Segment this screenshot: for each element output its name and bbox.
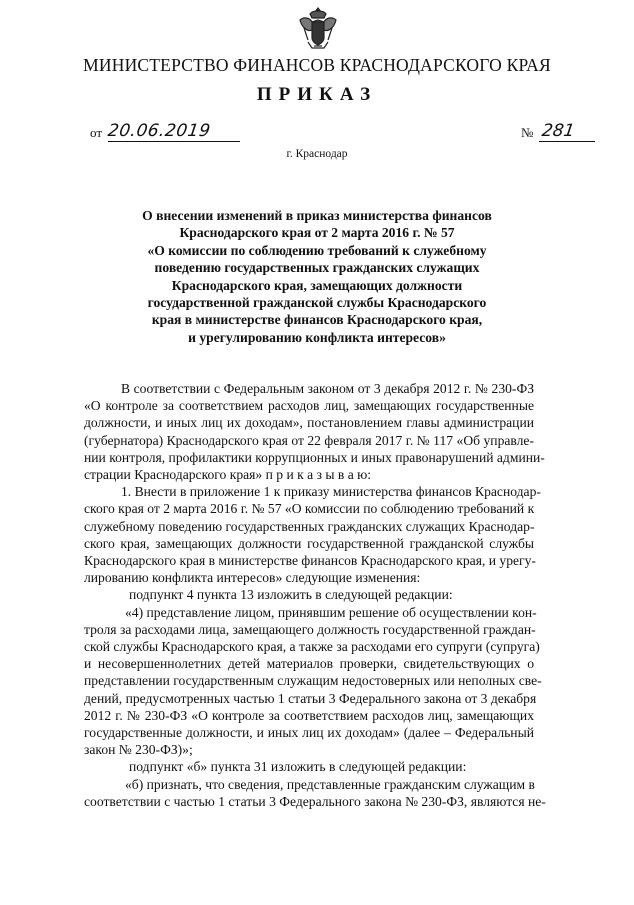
ministry-name: МИНИСТЕРСТВО ФИНАНСОВ КРАСНОДАРСКОГО КРАЯ	[83, 55, 551, 75]
body-line: 2012 г. № 230-ФЗ «О контроле за соответствием расходов лиц, замещающих	[84, 707, 534, 723]
date-number-row	[90, 116, 595, 144]
body-line: В соответствии с Федеральным законом от 3 декабря 2012 г. № 230-ФЗ	[121, 381, 534, 396]
body-line: должности, и иных лиц их доходам», постановлением главы администрации	[84, 415, 534, 431]
body-line: «О контроле за соответствием расходов лиц, замещающих государственные	[84, 398, 534, 414]
body-line: подпункт 4 пункта 13 изложить в следующей редакции:	[129, 587, 453, 603]
body-line: «б) признать, что сведения, представленные гражданским служащим в	[125, 776, 535, 792]
body-line: Краснодарского края в министерстве финансов Краснодарского края, и урегу-	[84, 553, 536, 569]
document-body	[84, 380, 546, 810]
title-line: Краснодарского края от 2 марта 2016 г. № 57	[179, 225, 455, 241]
document-title	[100, 207, 534, 346]
coat-of-arms-icon	[298, 6, 338, 50]
body-line: страции Краснодарского края» п р и к а з ы в а ю:	[84, 467, 372, 483]
title-line: и урегулированию конфликта интересов»	[188, 329, 446, 345]
body-line: представлении государственным служащим недостоверных или неполных све-	[84, 673, 542, 689]
body-line: служебному поведению государственных гражданских служащих Краснодар-	[84, 518, 535, 534]
body-line: подпункт «б» пункта 31 изложить в следующей редакции:	[129, 759, 467, 775]
body-line: лированию конфликта интересов» следующие изменения:	[84, 570, 421, 586]
title-line: государственной гражданской службы Краснодарского	[147, 295, 487, 311]
title-line: О внесении изменений в приказ министерства финансов	[142, 208, 492, 223]
body-line: ской службы Краснодарского края, а также за расходами его супруги (супруга)	[84, 639, 540, 655]
date-value: 20.06.2019	[106, 121, 212, 141]
body-line: и несовершеннолетних детей материалов проверки, свидетельствующих о	[84, 656, 534, 672]
body-line: 1. Внести в приложение 1 к приказу министерства финансов Краснодар-	[121, 484, 541, 500]
body-line: троля за расходами лица, замещающего должность государственной граждан-	[84, 621, 536, 637]
city: г. Краснодар	[286, 148, 348, 160]
date-label: от	[90, 125, 103, 140]
number-value: 281	[540, 121, 576, 141]
title-line: «О комиссии по соблюдению требований к служебному	[147, 242, 487, 258]
body-line: (губернатора) Краснодарского края от 22 февраля 2017 г. № 117 «Об управле-	[84, 432, 534, 448]
number-underline	[539, 141, 595, 142]
date-underline	[108, 141, 240, 142]
body-line: соответствии с частью 1 статьи 3 Федерального закона № 230-ФЗ, являются не-	[84, 793, 546, 809]
body-line: ского края от 2 марта 2016 г. № 57 «О комиссии по соблюдению требований к	[84, 501, 535, 517]
body-line: «4) представление лицом, принявшим решение об осуществлении кон-	[125, 604, 537, 620]
body-line: дений, предусмотренных частью 1 статьи 3 Федерального закона от 3 декабря	[84, 690, 537, 706]
body-line: ского края, замещающих должности государственной гражданской службы	[84, 535, 534, 551]
body-line: государственные должности, и иных лиц их доходам» (далее – Федеральный	[84, 725, 534, 741]
title-line: Краснодарского края, замещающих должности	[171, 277, 463, 293]
document-type: ПРИКАЗ	[256, 84, 378, 105]
body-line: нии контроля, профилактики коррупционных и иных правонарушений админи-	[84, 449, 545, 465]
title-line: поведению государственных гражданских служащих	[154, 260, 480, 276]
title-line: края в министерстве финансов Краснодарского края,	[151, 312, 483, 328]
number-label: №	[521, 125, 534, 140]
body-line: закон № 230-ФЗ)»;	[84, 742, 193, 758]
